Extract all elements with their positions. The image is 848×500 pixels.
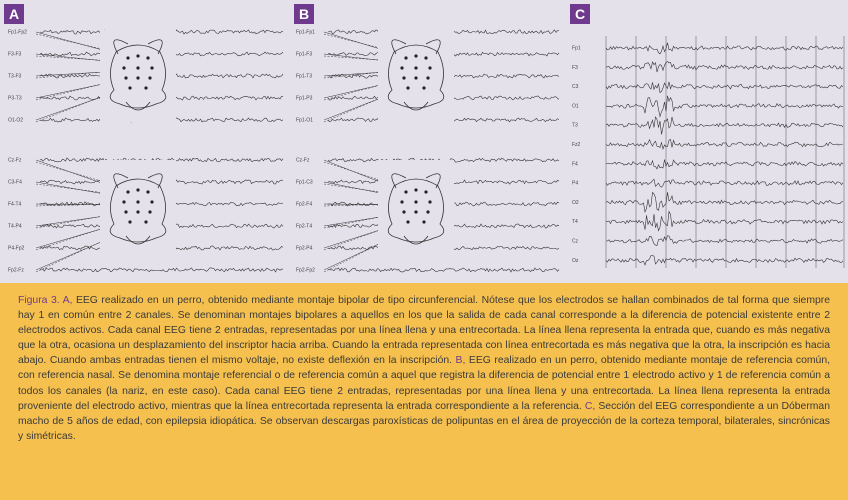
channel-label: C3-F4	[8, 179, 22, 186]
electrode-dot	[404, 56, 407, 59]
caption-label-a: Figura 3. A,	[18, 295, 73, 306]
channel-label: T4-P4	[8, 223, 22, 230]
electrode-dot	[136, 76, 139, 79]
eeg-trace	[606, 139, 843, 149]
eeg-trace	[606, 179, 843, 187]
panel-b-letter: B	[294, 4, 314, 24]
channel-label: F4	[572, 161, 578, 168]
electrode-dot	[402, 76, 405, 79]
channel-label: F4-T4	[8, 201, 22, 208]
electrode-dot	[144, 86, 147, 89]
panel-c-letter: C	[570, 4, 590, 24]
caption-label-c: C,	[581, 400, 596, 412]
electrode-dot	[150, 200, 153, 203]
channel-label: Fp1-O1	[296, 117, 313, 124]
channel-label: T3-F3	[8, 73, 22, 80]
electrode-dot	[124, 76, 127, 79]
eeg-trace	[606, 212, 843, 231]
electrode-dot	[424, 56, 427, 59]
eeg-trace	[606, 236, 843, 246]
eeg-tracing-doberman	[566, 0, 848, 283]
electrode-dot	[146, 56, 149, 59]
eeg-trace	[606, 117, 843, 134]
electrode-dot	[136, 54, 139, 57]
channel-label: Fp1-Fp2	[8, 29, 27, 36]
electrode-dot	[426, 76, 429, 79]
channel-label: Fp1-Fp1	[296, 29, 315, 36]
channel-label: O1	[572, 103, 579, 110]
channel-label: Fz2	[572, 142, 581, 148]
channel-label: F3-F3	[8, 51, 22, 58]
electrode-dot	[402, 210, 405, 213]
caption-text	[18, 293, 830, 444]
channel-label: Fp1-T3	[296, 73, 313, 80]
channel-label: Fp1-P3	[296, 95, 313, 102]
eeg-trace	[606, 192, 843, 212]
electrode-dot	[428, 66, 431, 69]
caption-text-c: Sección del EEG correspondiente a un Dóberman macho de 5 años de edad, con epilepsia idiopática. Se observan descargas paroxísticas de polipuntas en el área de proyección de la corteza temporal, bilaterales, sincrónicas y simétricas.	[18, 400, 830, 442]
eeg-trace	[40, 268, 283, 272]
electrode-dot	[128, 86, 131, 89]
electrode-dot	[128, 220, 131, 223]
channel-label: P4	[572, 180, 579, 187]
electrode-dot	[136, 66, 139, 69]
electrode-dot	[414, 210, 417, 213]
channel-label: F3	[572, 64, 578, 71]
channel-label: Oz	[572, 257, 579, 264]
eeg-trace	[606, 82, 843, 93]
electrode-dot	[136, 200, 139, 203]
channel-label: Fp2-T4	[296, 223, 313, 230]
eeg-trace	[606, 62, 843, 73]
electrode-dot	[124, 210, 127, 213]
channel-label: Fp2-P4	[296, 245, 313, 252]
channel-label: C3	[572, 84, 579, 91]
electrode-dot	[422, 86, 425, 89]
electrode-dot	[150, 66, 153, 69]
electrode-dot	[400, 200, 403, 203]
timebase-grid	[606, 36, 844, 268]
channel-label: Fp2-Fz	[8, 267, 24, 274]
electrode-dot	[414, 76, 417, 79]
channel-label: T3	[572, 122, 578, 129]
electrode-dot	[126, 190, 129, 193]
channel-label: Cz-Fz	[8, 157, 22, 164]
electrode-dot	[148, 76, 151, 79]
electrode-dot	[426, 210, 429, 213]
eeg-trace	[606, 96, 843, 117]
electrode-dot	[404, 190, 407, 193]
channel-label: O1-O2	[8, 117, 24, 124]
electrode-dot	[414, 66, 417, 69]
electrode-dot	[406, 220, 409, 223]
electrode-dot	[126, 56, 129, 59]
figure-caption	[0, 283, 848, 500]
channel-label: Cz	[572, 238, 579, 245]
electrode-dot	[146, 190, 149, 193]
channel-label: T4	[572, 219, 578, 226]
electrode-dot	[136, 210, 139, 213]
caption-text-b: EEG realizado en un perro, obtenido mediante montaje de referencia común, con referencia nasal. Se denomina montaje referencial o de referencia común a aquel que registra la diferencia de potencial entre 1 electrodo activo y 1 de referencia común a todos los canales (la nariz, en este caso). Cada canal EEG tiene 2 entradas, representadas por una línea llena y una entrecortada. La línea llena representa la entrada proveniente del electrodo activo, mientras que la línea entrecortada representa la entrada correspondiente a la referencia.	[18, 355, 830, 412]
channel-label: Fp1-F3	[296, 51, 313, 58]
channel-label: Fp2-Fp2	[296, 267, 315, 274]
electrode-dot	[424, 190, 427, 193]
channel-label: Fp1-C3	[296, 179, 313, 186]
electrode-dot	[122, 66, 125, 69]
panel-a-letter: A	[4, 4, 24, 24]
electrode-dot	[400, 66, 403, 69]
electrode-dot	[428, 200, 431, 203]
caption-label-b: B,	[452, 355, 466, 367]
panel-b	[290, 0, 566, 283]
eeg-montage-bipolar	[0, 0, 290, 283]
eeg-trace	[606, 43, 843, 54]
channel-label: Fp2-F4	[296, 201, 313, 208]
caption-text-a: EEG realizado en un perro, obtenido mediante montaje bipolar de tipo circunferencial. Nótese que los electrodos se hallan combinados de tal forma que siempre hay 1 en común entre 2 canales. Se denominan montajes bipolares a aquellos en los que la salida de cada canal corresponde a la diferencia de potencial existente entre 2 electrodos activos. Cada canal EEG tiene 2 entradas, representadas por una línea llena y una entrecortada. La línea llena representa la entrada que, cuando es más negativa que la otra, ocasiona un desplazamiento del inscriptor hacia arriba. Cuando la entrada representada con línea entrecortada es más negativa que la otra, la inscripción es hacia abajo. Cuando ambas entradas tienen el mismo voltaje, no existe deflexión en la inscripción.	[18, 295, 830, 367]
eeg-trace	[606, 160, 843, 169]
eeg-trace	[606, 255, 843, 265]
channel-label: P4-Fp2	[8, 245, 25, 252]
panel-c	[566, 0, 848, 283]
channel-label: Cz-Fz	[296, 157, 310, 164]
electrode-dot	[148, 210, 151, 213]
eeg-trace	[328, 268, 559, 272]
electrode-dot	[414, 188, 417, 191]
channel-label: O2	[572, 199, 579, 206]
panel-a	[0, 0, 290, 283]
channel-label: P3-T3	[8, 95, 22, 102]
electrode-dot	[406, 86, 409, 89]
channel-label: Fp1	[572, 45, 581, 52]
electrode-dot	[144, 220, 147, 223]
electrode-dot	[422, 220, 425, 223]
electrode-dot	[414, 54, 417, 57]
electrode-dot	[414, 200, 417, 203]
eeg-montage-referential	[290, 0, 566, 283]
electrode-dot	[122, 200, 125, 203]
electrode-dot	[136, 188, 139, 191]
